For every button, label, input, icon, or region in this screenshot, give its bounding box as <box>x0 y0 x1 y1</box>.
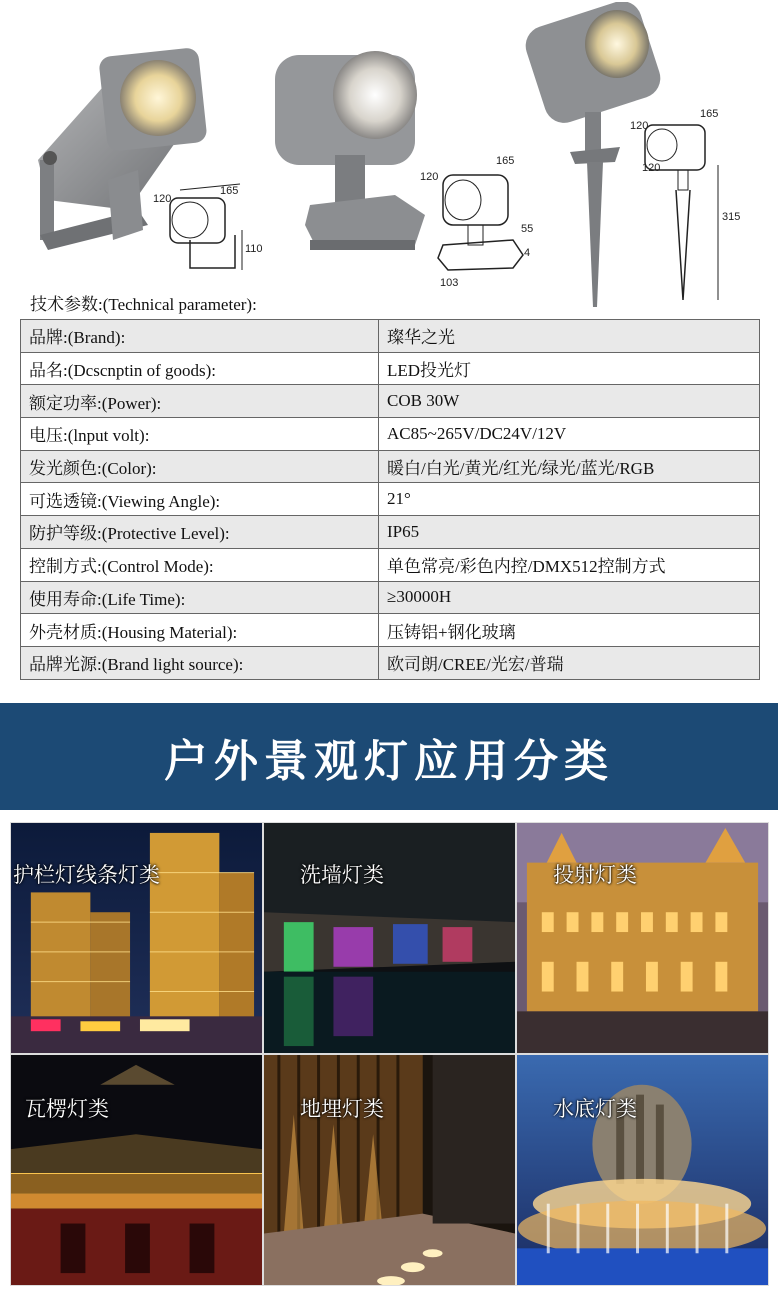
category-wall-washer <box>263 822 516 1054</box>
spec-value: 璨华之光 <box>379 320 760 353</box>
spec-row <box>21 320 760 353</box>
category-label: 洗墙灯类 <box>300 863 384 887</box>
spec-value: ≥30000H <box>379 581 760 614</box>
dim-width: 165 <box>496 155 515 167</box>
dim-b: 4 <box>524 247 531 259</box>
spec-key: 外壳材质:(Housing Material): <box>21 614 379 647</box>
spec-value: 欧司朗/CREE/光宏/普瑞 <box>379 646 760 679</box>
spec-row <box>21 646 760 679</box>
spec-row <box>21 385 760 418</box>
dim-base: 103 <box>440 277 459 289</box>
spec-row <box>21 418 760 451</box>
spec-table <box>20 319 760 680</box>
spec-value: 暖白/白光/黄光/红光/绿光/蓝光/RGB <box>379 450 760 483</box>
dim-height: 120 <box>630 120 649 132</box>
category-corrugated <box>10 1054 263 1286</box>
dim-height: 120 <box>153 193 172 205</box>
category-grid <box>10 822 769 1286</box>
category-label: 瓦楞灯类 <box>25 1097 109 1121</box>
product-images <box>0 0 778 290</box>
dim-a: 55 <box>521 223 534 235</box>
dim-c: 120 <box>642 162 661 174</box>
dim-width: 165 <box>700 108 719 120</box>
spec-key: 防护等级:(Protective Level): <box>21 516 379 549</box>
dim-height: 120 <box>420 171 439 183</box>
spec-value: 21° <box>379 483 760 516</box>
spec-value: 压铸铝+钢化玻璃 <box>379 614 760 647</box>
dim-width: 165 <box>220 185 239 197</box>
spec-key: 电压:(lnput volt): <box>21 418 379 451</box>
spec-row <box>21 450 760 483</box>
spike-dimension-drawing <box>630 105 750 305</box>
category-label: 投射灯类 <box>553 863 637 887</box>
spec-row <box>21 352 760 385</box>
spec-title: 技术参数:(Technical parameter): <box>30 295 257 314</box>
spec-key: 额定功率:(Power): <box>21 385 379 418</box>
spec-key: 品牌光源:(Brand light source): <box>21 646 379 679</box>
spec-value: IP65 <box>379 516 760 549</box>
spec-key: 品名:(Dcscnptin of goods): <box>21 352 379 385</box>
dim-base: 110 <box>245 243 263 255</box>
category-underwater <box>516 1054 769 1286</box>
category-projection <box>516 822 769 1054</box>
spec-row <box>21 548 760 581</box>
bracket-dimension-drawing <box>145 180 265 280</box>
dim-length: 315 <box>722 211 741 223</box>
spec-row <box>21 483 760 516</box>
category-in-ground <box>263 1054 516 1286</box>
spec-row <box>21 614 760 647</box>
spec-value: LED投光灯 <box>379 352 760 385</box>
spec-row <box>21 516 760 549</box>
category-guardrail-line-lights <box>10 822 263 1054</box>
spec-value: COB 30W <box>379 385 760 418</box>
spec-key: 使用寿命:(Life Time): <box>21 581 379 614</box>
category-label: 护栏灯线条灯类 <box>13 863 160 887</box>
banner-title: 户外景观灯应用分类 <box>164 735 614 787</box>
spec-value: 单色常亮/彩色内控/DMX512控制方式 <box>379 548 760 581</box>
spec-key: 控制方式:(Control Mode): <box>21 548 379 581</box>
category-banner <box>0 703 778 810</box>
spec-value: AC85~265V/DC24V/12V <box>379 418 760 451</box>
category-label: 水底灯类 <box>553 1097 637 1121</box>
spec-key: 可选透镜:(Viewing Angle): <box>21 483 379 516</box>
spec-key: 品牌:(Brand): <box>21 320 379 353</box>
base-floodlight-image <box>265 35 435 255</box>
category-label: 地埋灯类 <box>300 1097 384 1121</box>
spec-row <box>21 581 760 614</box>
spec-key: 发光颜色:(Color): <box>21 450 379 483</box>
